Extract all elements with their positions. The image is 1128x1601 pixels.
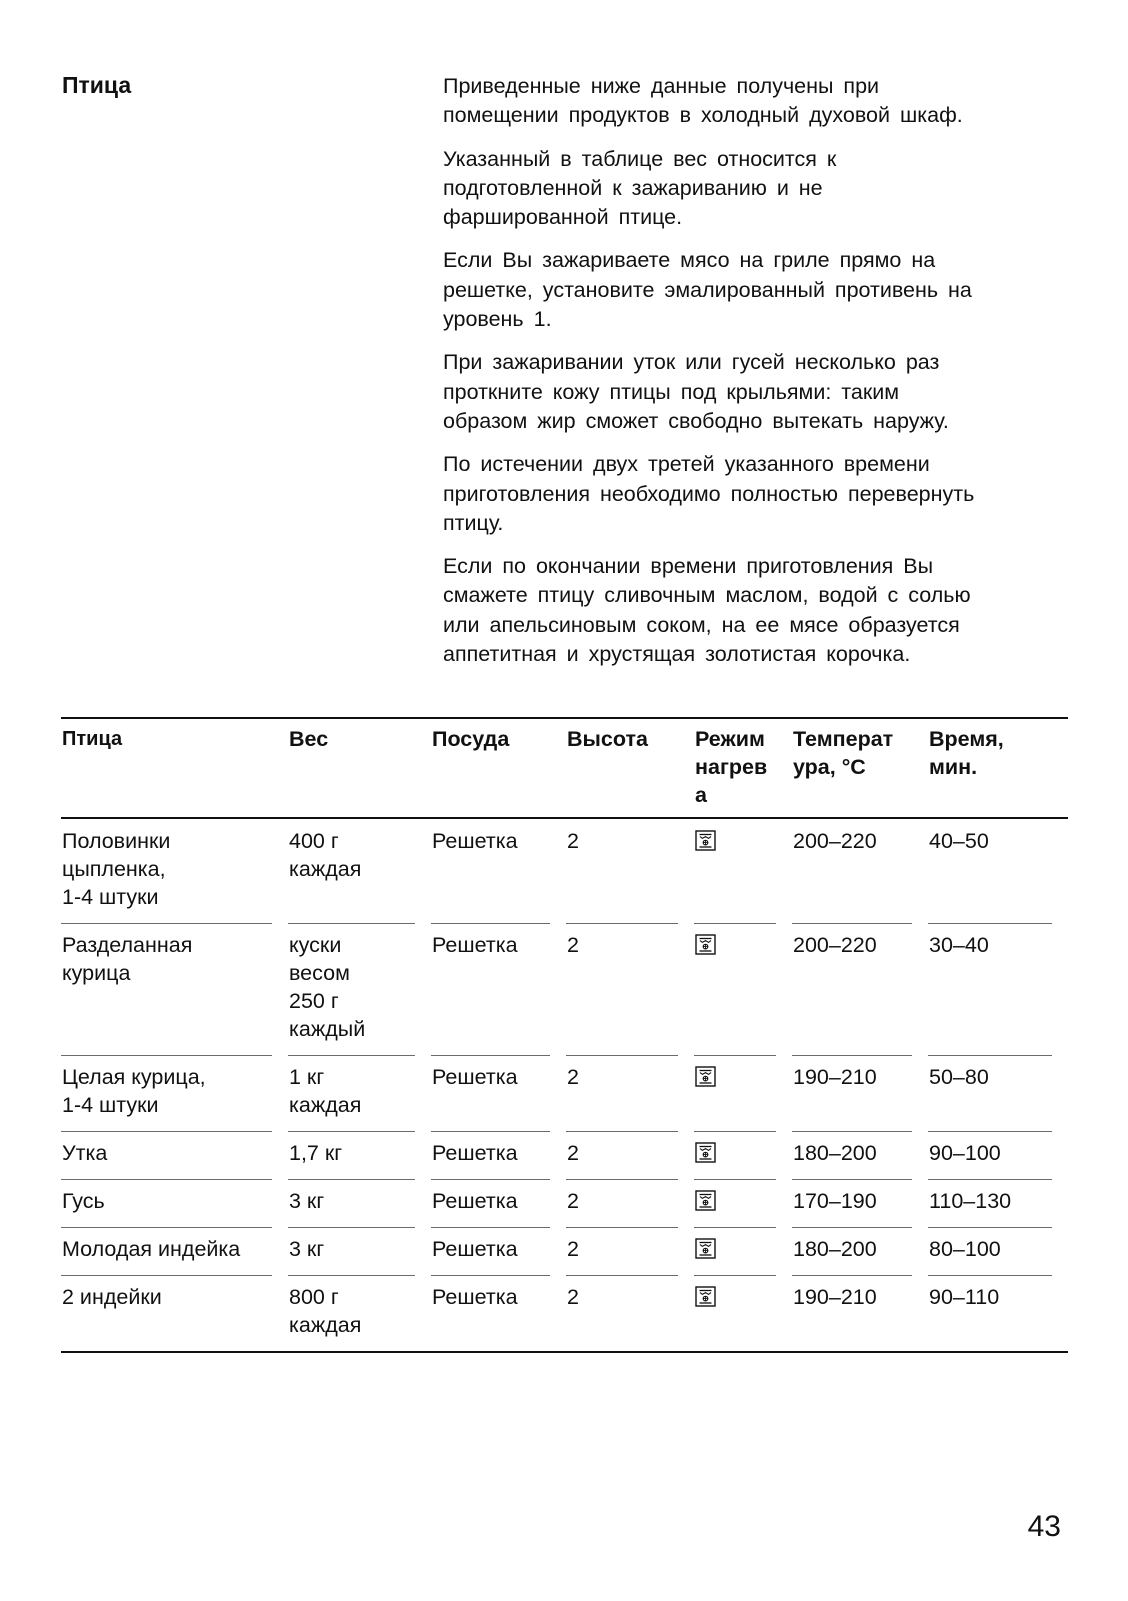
header-level: Высота	[567, 727, 648, 751]
intro-paragraph: При зажаривании уток или гусей несколько раз проткните кожу птицы под крыльями: таким образом жир сможет свободно вытекать наружу.	[443, 350, 949, 433]
cell-name: Половинки цыпленка, 1-4 штуки	[62, 829, 171, 909]
cell-weight: 400 г каждая	[289, 829, 362, 881]
table-header-row	[61, 718, 1068, 818]
cell-heating-mode	[694, 1055, 792, 1131]
intro-paragraph: По истечении двух третей указанного времени приготовления необходимо полностью перевернуть птицу.	[443, 452, 975, 535]
cell-time: 30–40	[928, 923, 1068, 1055]
cell-level: 2	[566, 1227, 694, 1275]
table-row	[61, 923, 1068, 1055]
intro-paragraph: Если Вы зажариваете мясо на гриле прямо на решетке, установите эмалированный противень на уровень 1.	[443, 248, 972, 332]
cell-name: Гусь	[61, 1179, 288, 1227]
cell-dish: Решетка	[431, 1275, 566, 1352]
cell-temp: 190–210	[792, 1055, 928, 1131]
intro-paragraph: Указанный в таблице вес относится к подготовленной к зажариванию и не фаршированной птице.	[443, 146, 837, 230]
cell-time: 50–80	[928, 1055, 1068, 1131]
cell-name: Целая курица, 1-4 штуки	[61, 1055, 288, 1131]
intro-paragraph: Если по окончании времени приготовления Вы смажете птицу сливочным маслом, водой с солью или апельсиновым соком, на ее мясе образуется аппетитная и хрустящая золотистая корочка.	[443, 554, 971, 667]
cell-temp: 170–190	[792, 1179, 928, 1227]
turbo-grill-icon	[695, 934, 716, 955]
turbo-grill-icon	[695, 1238, 716, 1259]
table-row	[61, 818, 1068, 923]
cell-heating-mode	[694, 1179, 792, 1227]
turbo-grill-icon	[695, 1142, 716, 1163]
cell-dish: Решетка	[431, 1131, 566, 1179]
header-weight: Вес	[289, 727, 329, 751]
turbo-grill-icon	[695, 1190, 716, 1211]
cell-weight: 800 г каждая	[288, 1275, 431, 1352]
cell-name: Молодая индейка	[61, 1227, 288, 1275]
cell-heating-mode	[694, 1275, 792, 1352]
table-row	[61, 1179, 1068, 1227]
header-poultry: Птица	[62, 728, 123, 750]
cell-heating-mode	[694, 1131, 792, 1179]
cell-level: 2	[566, 1179, 694, 1227]
cell-time: 90–100	[928, 1131, 1068, 1179]
poultry-roasting-table	[61, 717, 1068, 1353]
header-time: Время, мин.	[929, 727, 1004, 779]
cell-level: 2	[566, 1131, 694, 1179]
cell-dish: Решетка	[431, 1227, 566, 1275]
table-row	[61, 1055, 1068, 1131]
cell-name: 2 индейки	[61, 1275, 288, 1352]
intro-paragraph: Приведенные ниже данные получены при помещении продуктов в холодный духовой шкаф.	[443, 74, 963, 128]
cell-temp: 190–210	[792, 1275, 928, 1352]
cell-weight: 1,7 кг	[288, 1131, 431, 1179]
cell-weight: 3 кг	[288, 1179, 431, 1227]
cell-dish: Решетка	[432, 829, 518, 853]
cell-dish: Решетка	[431, 923, 566, 1055]
cell-temp: 200–220	[793, 829, 877, 853]
cell-temp: 180–200	[792, 1227, 928, 1275]
cell-dish: Решетка	[431, 1179, 566, 1227]
cell-weight: куски весом 250 г каждый	[288, 923, 431, 1055]
cell-time: 40–50	[929, 829, 989, 853]
cell-level: 2	[567, 829, 579, 853]
table-row	[61, 1227, 1068, 1275]
cell-name: Разделанная курица	[61, 923, 288, 1055]
cell-weight: 3 кг	[288, 1227, 431, 1275]
header-heating-mode: Режим нагрев а	[695, 727, 768, 807]
turbo-grill-icon	[695, 1286, 716, 1307]
section-title: Птица	[62, 72, 132, 98]
cell-level: 2	[566, 1275, 694, 1352]
table-row	[61, 1275, 1068, 1352]
table-body	[61, 818, 1068, 1352]
cell-heating-mode	[694, 818, 792, 923]
cell-time: 110–130	[928, 1179, 1068, 1227]
cell-heating-mode	[694, 1227, 792, 1275]
cell-level: 2	[566, 923, 694, 1055]
cell-name: Утка	[61, 1131, 288, 1179]
turbo-grill-icon	[695, 830, 716, 851]
table-row	[61, 1131, 1068, 1179]
cell-weight: 1 кг каждая	[288, 1055, 431, 1131]
cell-temp: 200–220	[792, 923, 928, 1055]
turbo-grill-icon	[695, 1066, 716, 1087]
cell-temp: 180–200	[792, 1131, 928, 1179]
page-number: 43	[1027, 1510, 1061, 1543]
cell-level: 2	[566, 1055, 694, 1131]
header-temperature: Температ ура, °C	[793, 727, 894, 779]
header-dish: Посуда	[432, 727, 510, 751]
cell-dish: Решетка	[431, 1055, 566, 1131]
cell-heating-mode	[694, 923, 792, 1055]
cell-time: 80–100	[928, 1227, 1068, 1275]
intro-text	[443, 72, 1068, 683]
cell-time: 90–110	[928, 1275, 1068, 1352]
